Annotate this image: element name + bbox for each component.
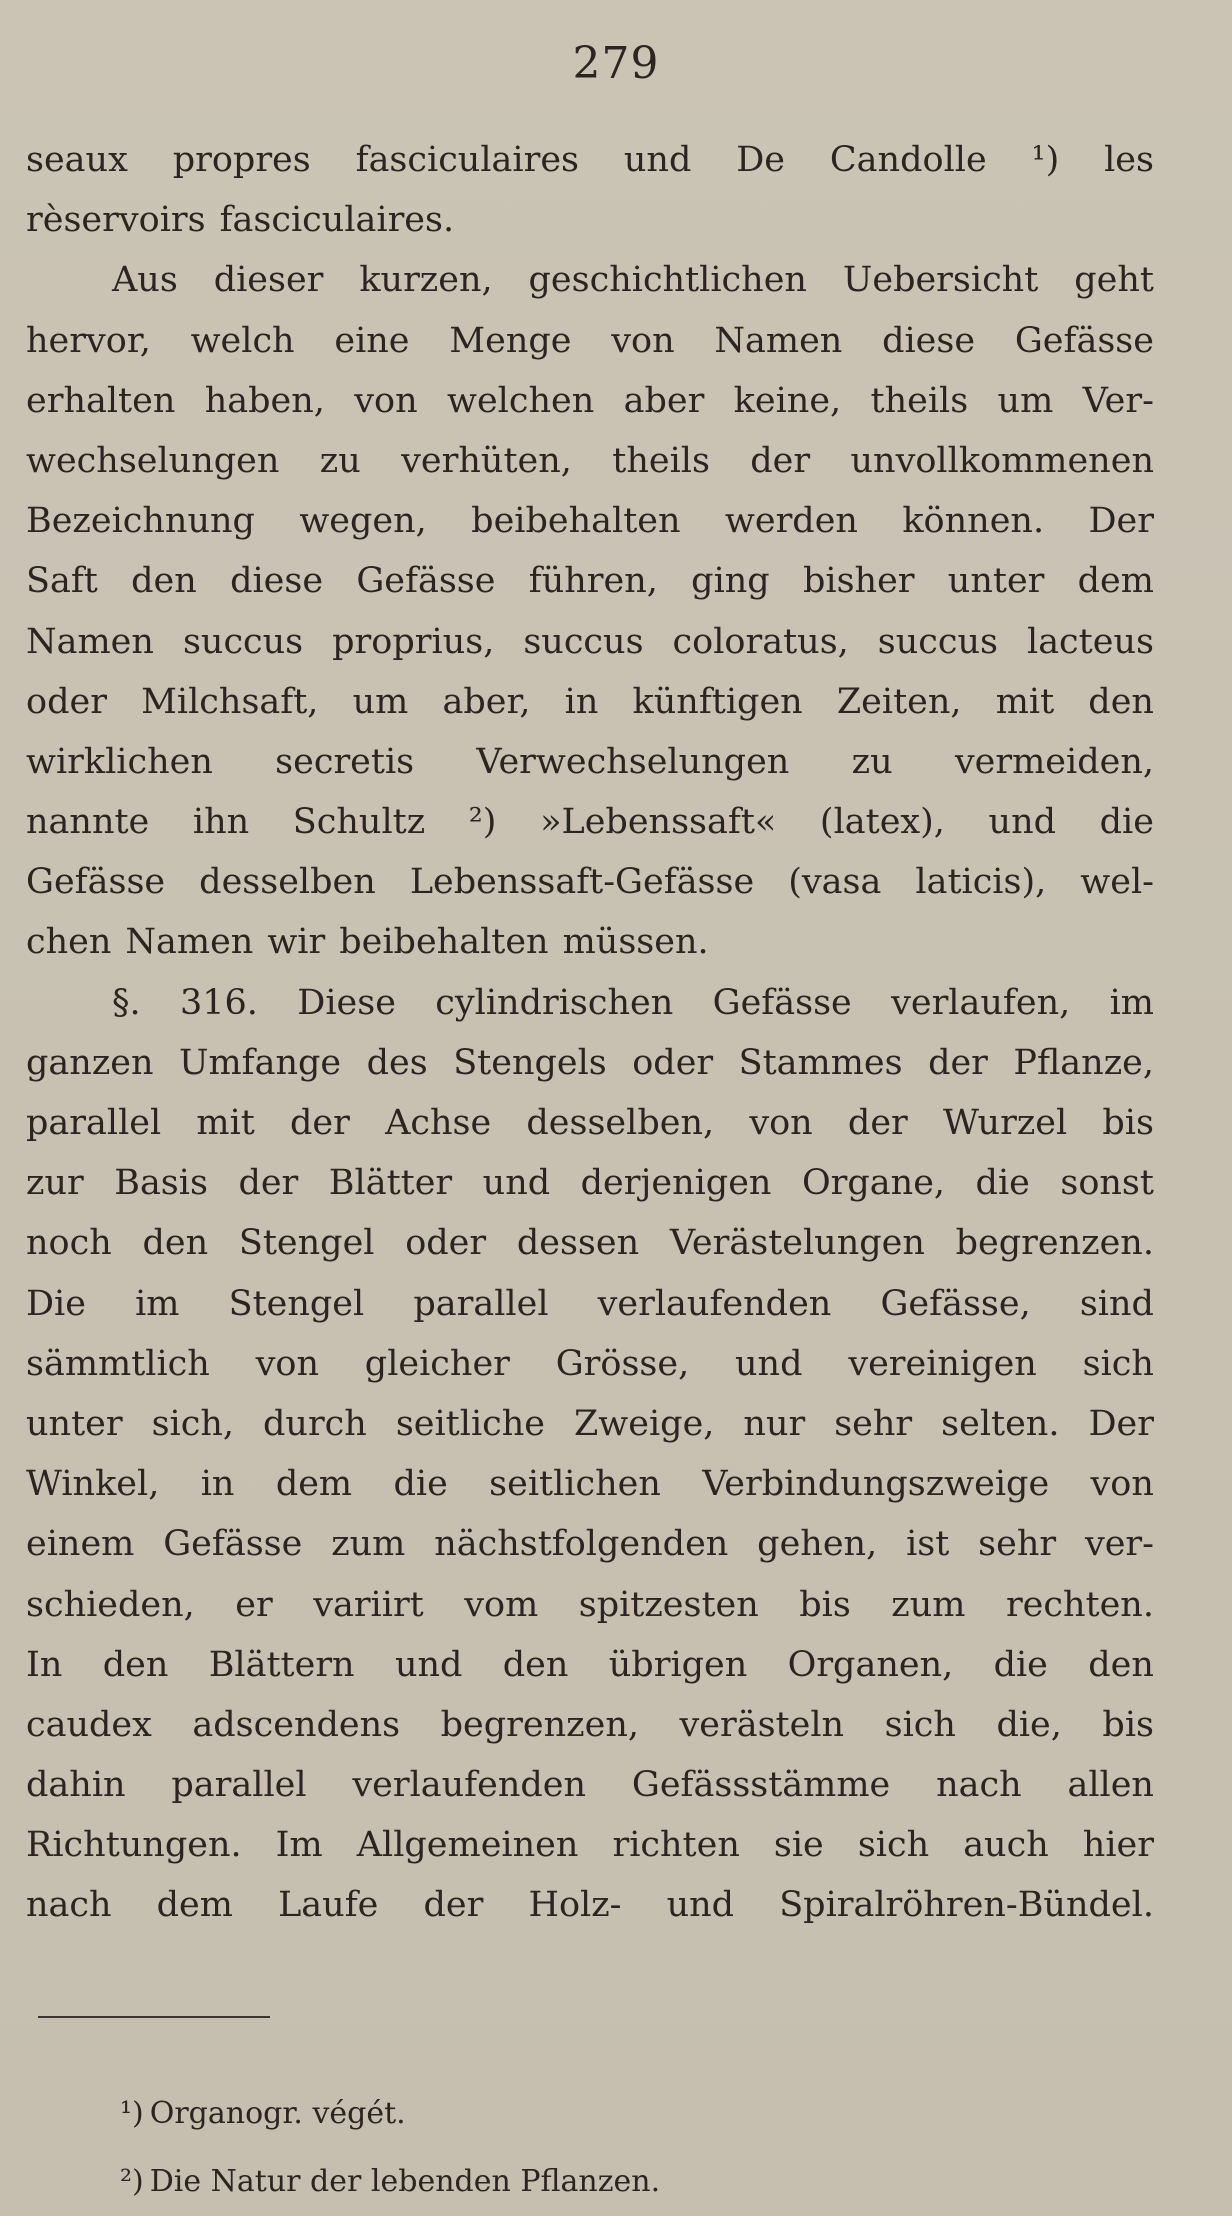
word: desselben, [526, 1103, 715, 1143]
word: propres [172, 140, 311, 180]
word: lacteus [1027, 621, 1154, 662]
text-line [26, 792, 1154, 852]
word: Verästelungen [669, 1223, 925, 1264]
footnotes [120, 2080, 1020, 2216]
word: diese [882, 320, 976, 361]
word: Der [1088, 1403, 1154, 1444]
word: sie [773, 1825, 824, 1866]
word: wechselungen [26, 440, 280, 481]
word: chen [26, 922, 112, 963]
word: Allgemeinen [356, 1825, 579, 1866]
text-line [26, 1454, 1154, 1514]
footnote-rule [38, 2016, 270, 2018]
word: sich [857, 1825, 930, 1866]
word: von [255, 1343, 319, 1384]
word: cylindrischen [435, 982, 674, 1023]
word: ganzen [26, 1042, 154, 1083]
word: den [1088, 1644, 1154, 1685]
word: um [997, 380, 1054, 421]
text-line [26, 1695, 1154, 1755]
word: gleicher [364, 1343, 510, 1384]
word: den [102, 1644, 169, 1685]
word: werden [724, 501, 858, 542]
word: zum [891, 1584, 966, 1625]
word: begrenzen. [955, 1223, 1154, 1264]
footnote-marker: ¹) [120, 2096, 144, 2131]
word: geht [1074, 260, 1154, 301]
word: der [290, 1103, 350, 1143]
word: diese [230, 561, 324, 602]
word: ist [906, 1524, 950, 1565]
word: (vasa [788, 862, 882, 903]
word: Stengel [228, 1283, 365, 1324]
text-line [26, 732, 1154, 792]
word: und [482, 1163, 551, 1204]
word: succus [877, 621, 998, 662]
word: dahin [26, 1765, 126, 1806]
text-line [26, 1274, 1154, 1334]
text-line [26, 1033, 1154, 1093]
footnote-text: Die Natur der lebenden Pflanzen. [149, 2164, 661, 2199]
page-number: 279 [572, 38, 660, 89]
word: gehen, [757, 1524, 878, 1565]
word: Pflanze, [1013, 1042, 1154, 1083]
word: mit [196, 1103, 255, 1143]
word: parallel [26, 1103, 162, 1143]
word: einem [26, 1524, 135, 1565]
word: Ver- [1082, 380, 1154, 421]
word: zum [331, 1524, 406, 1565]
word: theils [612, 440, 710, 481]
word: der [238, 1163, 299, 1204]
word: der [847, 1103, 908, 1143]
text-line [26, 672, 1154, 732]
word: schieden, [26, 1584, 195, 1625]
body-text [26, 130, 1154, 1936]
word: unter [26, 1403, 123, 1444]
word: oder [405, 1223, 487, 1264]
word: wir [267, 922, 326, 963]
word: vom [464, 1584, 539, 1625]
word: Basis [114, 1163, 208, 1204]
text-line [26, 130, 1154, 190]
word: seaux [26, 140, 128, 180]
word: zu [851, 741, 893, 782]
word: haben, [204, 380, 325, 421]
word: fasciculaires. [219, 200, 455, 241]
word: dem [156, 1885, 233, 1926]
word: die [993, 1644, 1048, 1685]
word: Diese [297, 982, 396, 1023]
word: sämmtlich [26, 1343, 210, 1384]
word: Gefässe [356, 561, 496, 602]
text-line [26, 190, 1154, 250]
word: und [394, 1644, 463, 1685]
word: und [988, 802, 1057, 843]
word: begrenzen, [440, 1704, 639, 1745]
word: Der [1088, 501, 1154, 542]
footnote-marker: ²) [120, 2164, 144, 2199]
word: welch [190, 320, 295, 361]
word: variirt [313, 1584, 424, 1625]
word: rèservoirs [26, 200, 206, 241]
footnote [120, 2148, 1020, 2216]
word: Candolle [829, 140, 987, 180]
word: proprius, [332, 621, 495, 662]
word: Gefässe [26, 862, 166, 903]
word: Wurzel [942, 1103, 1068, 1143]
word: selten. [941, 1403, 1060, 1444]
word: noch [26, 1223, 112, 1264]
word: nur [743, 1403, 806, 1444]
word: nach [26, 1885, 112, 1926]
word: Verbindungszweige [702, 1464, 1050, 1505]
word: Stengel [238, 1223, 375, 1264]
word: derjenigen [580, 1163, 772, 1204]
word: Namen [125, 922, 254, 963]
word: der [928, 1042, 988, 1083]
word: Namen [26, 621, 154, 662]
word: §. [112, 982, 141, 1023]
word: bis [799, 1584, 851, 1625]
word: parallel [171, 1765, 307, 1806]
word: theils [870, 380, 969, 421]
word: allen [1067, 1765, 1154, 1806]
text-line [26, 1394, 1154, 1454]
word: die [393, 1464, 448, 1505]
text-line [26, 1334, 1154, 1394]
word: Saft [26, 561, 98, 602]
word: Verwechselungen [476, 741, 790, 782]
text-line [26, 431, 1154, 491]
word: Organen, [787, 1644, 954, 1685]
word: Spiralröhren-Bündel. [779, 1885, 1154, 1926]
text-line [26, 1815, 1154, 1875]
word: adscendens [192, 1704, 401, 1745]
word: und [735, 1343, 803, 1384]
word: sehr [834, 1403, 913, 1444]
word: sich [1082, 1343, 1154, 1384]
word: die [1099, 802, 1154, 843]
word: sich, [151, 1403, 235, 1444]
word: künftigen [632, 681, 803, 722]
word: ²) [468, 802, 497, 843]
word: keine, [733, 380, 842, 421]
text-line [26, 612, 1154, 672]
word: secretis [275, 741, 415, 782]
word: coloratus, [672, 621, 849, 662]
word: Milchsaft, [141, 681, 319, 722]
word: übrigen [608, 1644, 748, 1685]
word: vereinigen [848, 1343, 1037, 1384]
word: caudex [26, 1704, 152, 1745]
word: hier [1082, 1825, 1154, 1866]
word: parallel [413, 1283, 549, 1324]
word: les [1104, 140, 1154, 180]
footnote-text: Organogr. végét. [149, 2096, 406, 2131]
word: der [423, 1885, 484, 1926]
text-line [26, 973, 1154, 1033]
text-line [26, 1635, 1154, 1695]
text-line [26, 371, 1154, 431]
word: sehr [978, 1524, 1057, 1565]
word: sonst [1060, 1163, 1154, 1204]
text-line [26, 1875, 1154, 1935]
word: unter [947, 561, 1045, 602]
word: dessen [516, 1223, 640, 1264]
word: Menge [449, 320, 572, 361]
word: Holz- [528, 1885, 622, 1926]
word: den [1088, 681, 1154, 722]
word: er [235, 1584, 273, 1625]
word: Gefässe [163, 1524, 303, 1565]
word: bisher [802, 561, 915, 602]
word: Zweige, [573, 1403, 715, 1444]
word: Umfange [178, 1042, 342, 1083]
word: den [142, 1223, 209, 1264]
word: von [611, 320, 675, 361]
word: desselben [199, 862, 376, 903]
word: beibehalten [471, 501, 681, 542]
word: Winkel, [26, 1464, 160, 1505]
word: der [750, 440, 811, 481]
word: spitzesten [578, 1584, 759, 1625]
word: Im [275, 1825, 323, 1866]
word: Gefässe [1014, 320, 1154, 361]
word: verhüten, [401, 440, 572, 481]
text-line [26, 1514, 1154, 1574]
word: unvollkommenen [850, 440, 1154, 481]
word: Gefässe [712, 982, 852, 1023]
word: De [736, 140, 786, 180]
word: den [502, 1644, 569, 1685]
word: succus [182, 621, 304, 662]
word: Lebenssaft-Gefässe [409, 862, 755, 903]
word: (latex), [819, 802, 945, 843]
word: Gefässe, [880, 1283, 1031, 1324]
word: verästeln [679, 1704, 845, 1745]
word: nach [936, 1765, 1022, 1806]
word: des [366, 1042, 428, 1083]
word: fasciculaires [355, 140, 579, 180]
text-line [26, 311, 1154, 371]
word: zur [26, 1163, 84, 1204]
word: Schultz [292, 802, 426, 843]
word: laticis), [915, 862, 1047, 903]
text-line [26, 250, 1154, 310]
word: im [1109, 982, 1154, 1023]
word: dieser [213, 260, 324, 301]
text-line [26, 1213, 1154, 1273]
word: bis [1102, 1103, 1154, 1143]
word: Grösse, [555, 1343, 690, 1384]
text-line [26, 1093, 1154, 1153]
word: ¹) [1031, 140, 1060, 180]
word: aber [623, 380, 705, 421]
word: ver- [1084, 1524, 1154, 1565]
word: Bezeichnung [26, 501, 255, 542]
word: Die [26, 1283, 86, 1324]
word: 316. [179, 982, 258, 1023]
word: dem [275, 1464, 353, 1505]
word: führen, [528, 561, 658, 602]
word: den [131, 561, 197, 602]
word: succus [523, 621, 644, 662]
footnote [120, 2080, 1020, 2148]
word: rechten. [1005, 1584, 1154, 1625]
text-line [26, 1153, 1154, 1213]
word: verlaufenden [597, 1283, 832, 1324]
word: vermeiden, [954, 741, 1154, 782]
word: oder [26, 681, 107, 722]
word: die, [996, 1704, 1062, 1745]
word: welchen [447, 380, 595, 421]
word: um [352, 681, 409, 722]
word: nächstfolgenden [434, 1524, 729, 1565]
word: bis [1102, 1704, 1154, 1745]
word: ihn [192, 802, 250, 843]
word: beibehalten [339, 922, 549, 963]
word: mit [995, 681, 1055, 722]
word: Uebersicht [842, 260, 1039, 301]
word: Stengels [453, 1042, 607, 1083]
word: sind [1079, 1283, 1154, 1324]
word: wirklichen [26, 741, 213, 782]
word: müssen. [562, 922, 709, 963]
word: durch [263, 1403, 367, 1444]
word: verlaufen, [891, 982, 1071, 1023]
text-line [26, 551, 1154, 611]
word: geschichtlichen [528, 260, 807, 301]
word: dem [1077, 561, 1154, 602]
word: Achse [385, 1103, 492, 1143]
word: in [564, 681, 599, 722]
word: in [200, 1464, 235, 1505]
word: In [26, 1644, 63, 1685]
word: von [749, 1103, 813, 1143]
word: »Lebenssaft« [540, 802, 777, 843]
text-line [26, 852, 1154, 912]
word: Blättern [208, 1644, 355, 1685]
word: können. [902, 501, 1045, 542]
word: oder [632, 1042, 714, 1083]
word: Organe, [801, 1163, 946, 1204]
word: Gefässstämme [631, 1765, 891, 1806]
word: Blätter [328, 1163, 453, 1204]
word: hervor, [26, 320, 151, 361]
word: eine [334, 320, 410, 361]
text-line [26, 912, 1154, 972]
text-line [26, 1755, 1154, 1815]
text-line [26, 491, 1154, 551]
word: ging [691, 561, 770, 602]
word: auch [963, 1825, 1049, 1866]
word: richten [612, 1825, 740, 1866]
word: von [1090, 1464, 1154, 1505]
word: Stammes [738, 1042, 903, 1083]
word: nannte [26, 802, 150, 843]
word: und [623, 140, 692, 180]
word: seitliche [395, 1403, 545, 1444]
word: aber, [442, 681, 531, 722]
word: die [975, 1163, 1030, 1204]
word: zu [319, 440, 361, 481]
word: Richtungen. [26, 1825, 242, 1866]
word: Namen [714, 320, 843, 361]
word: sich [884, 1704, 956, 1745]
word: Aus [112, 260, 178, 301]
word: und [666, 1885, 735, 1926]
word: wegen, [299, 501, 427, 542]
word: Laufe [278, 1885, 379, 1926]
word: kurzen, [359, 260, 493, 301]
word: im [135, 1283, 180, 1324]
word: von [354, 380, 418, 421]
text-line [26, 1575, 1154, 1635]
word: wel- [1080, 862, 1154, 903]
word: Zeiten, [836, 681, 962, 722]
word: seitlichen [489, 1464, 661, 1505]
word: verlaufenden [352, 1765, 587, 1806]
word: erhalten [26, 380, 176, 421]
